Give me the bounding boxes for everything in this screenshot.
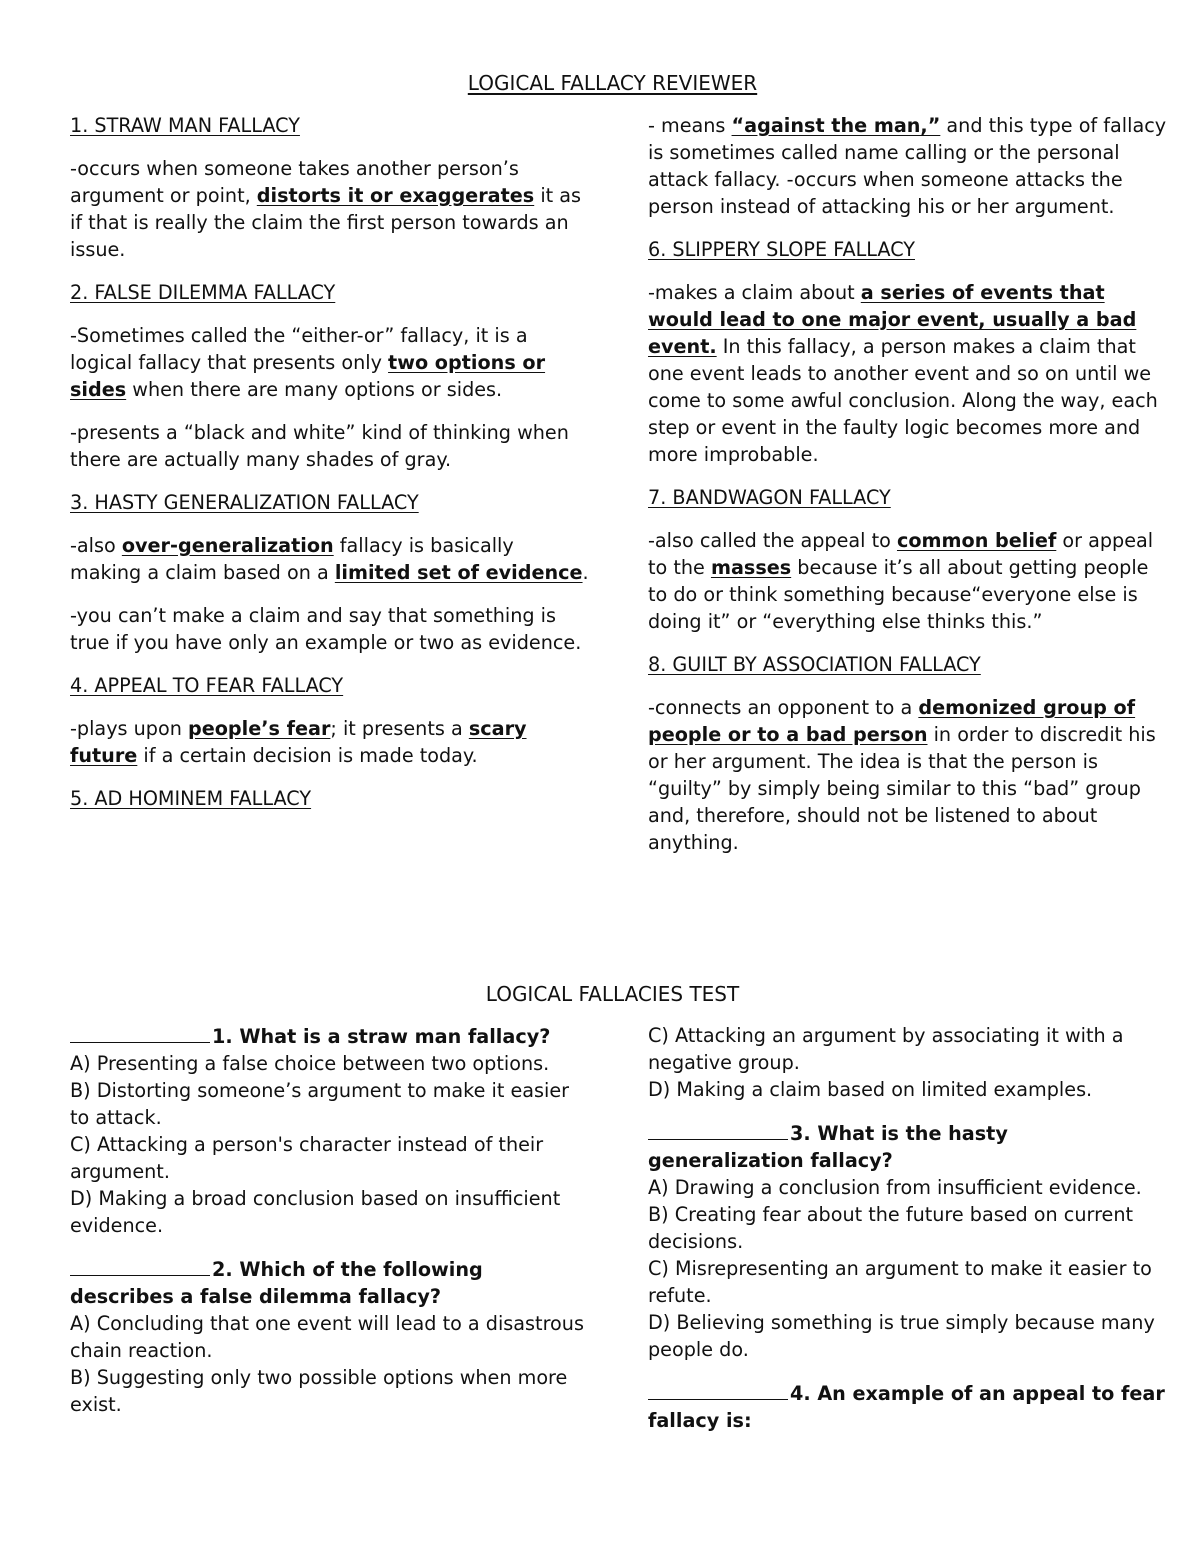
text-run: when there are many options or sides.: [126, 378, 503, 401]
section-paragraph: [648, 279, 1168, 468]
question-text: 2. Which of the following describes a false dilemma fallacy?: [70, 1258, 483, 1308]
key-term: limited set of evidence: [334, 561, 583, 584]
section-ad-hominem-body: [648, 112, 1168, 220]
question-text: 4. An example of an appeal to fear fallacy is:: [648, 1382, 1165, 1432]
question-1: [70, 1022, 590, 1239]
section-appeal-to-fear: [70, 672, 590, 769]
reviewer-column-left: [70, 112, 590, 828]
section-heading: 3. HASTY GENERALIZATION FALLACY: [70, 491, 419, 514]
key-term: masses: [710, 556, 792, 579]
text-run: or appeal to the: [648, 529, 1154, 579]
key-term: common belief: [896, 529, 1057, 552]
text-run: it as if that is really the claim the first person towards an issue.: [70, 184, 582, 261]
answer-blank[interactable]: [648, 1119, 788, 1140]
key-term: a series of events that would lead to one major event, usually a bad event.: [648, 281, 1137, 358]
question-2: [70, 1255, 590, 1418]
section-heading: 6. SLIPPERY SLOPE FALLACY: [648, 238, 915, 261]
text-run: -makes a claim about: [648, 281, 861, 304]
section-bandwagon: [648, 484, 1168, 635]
option: D) Making a claim based on limited examples.: [648, 1078, 1093, 1101]
question-text: 3. What is the hasty generalization fallacy?: [648, 1122, 1008, 1172]
test-column-left: [70, 1022, 590, 1434]
option: D) Making a broad conclusion based on insufficient evidence.: [70, 1187, 561, 1237]
section-straw-man: [70, 112, 590, 263]
text-run: -connects an opponent to a: [648, 696, 919, 719]
test-column-right: [648, 1022, 1168, 1450]
question-2-continued: [648, 1022, 1168, 1103]
section-paragraph: [70, 155, 590, 263]
answer-blank[interactable]: [648, 1379, 788, 1400]
text-run: in order to discredit his or her argument. The idea is that the person is “guilty” by simply being similar to this “bad” group and, therefore, should not be listened to about anything.: [648, 723, 1156, 854]
text-run: .: [582, 561, 589, 584]
section-heading: 2. FALSE DILEMMA FALLACY: [70, 281, 336, 304]
text-run: because it’s all about getting people to do or think something because“everyone else is doing it” or “everything else thinks this.”: [648, 556, 1149, 633]
option: A) Drawing a conclusion from insufficient evidence.: [648, 1176, 1142, 1199]
text-run: - means: [648, 114, 732, 137]
section-paragraph: [648, 527, 1168, 635]
answer-blank[interactable]: [70, 1022, 210, 1043]
section-slippery-slope: [648, 236, 1168, 468]
test-title: LOGICAL FALLACIES TEST: [485, 982, 740, 1006]
text-run: -occurs when someone takes another person’s argument or point,: [70, 157, 519, 207]
text-run: -presents a “black and white” kind of thinking when there are actually many shades of gray.: [70, 421, 569, 471]
question-4: [648, 1379, 1168, 1434]
section-paragraph: [70, 532, 590, 586]
section-ad-hominem-heading: [70, 785, 590, 812]
section-heading: 8. GUILT BY ASSOCIATION FALLACY: [648, 653, 981, 676]
section-paragraph: [70, 715, 590, 769]
section-heading: 1. STRAW MAN FALLACY: [70, 114, 300, 137]
reviewer-column-right: [648, 112, 1168, 872]
text-run: In this fallacy, a person makes a claim that one event leads to another event and so on until we come to some awful conclusion. Along the way, each step or event in the faulty logic becomes more and more improbable.: [648, 335, 1158, 466]
text-run: -you can’t make a claim and say that something is true if you have only an example or two as evidence.: [70, 604, 582, 654]
text-run: -plays upon: [70, 717, 188, 740]
text-run: ; it presents a: [330, 717, 469, 740]
text-run: if a certain decision is made today.: [137, 744, 478, 767]
key-term: two options or sides: [70, 351, 546, 401]
key-term: distorts it or exaggerates: [256, 184, 535, 207]
reviewer-title: LOGICAL FALLACY REVIEWER: [467, 71, 758, 95]
section-paragraph: [70, 602, 590, 656]
key-term: demonized group of people or to a bad person: [648, 696, 1136, 746]
option: B) Suggesting only two possible options when more exist.: [70, 1366, 568, 1416]
text-run: and this type of fallacy is sometimes called name calling or the personal attack fallacy. -occurs when someone attacks the person instead of attacking his or her argument.: [648, 114, 1167, 218]
key-term: scary future: [70, 717, 527, 767]
option: B) Creating fear about the future based on current decisions.: [648, 1203, 1134, 1253]
section-paragraph: [648, 694, 1168, 856]
text-run: fallacy is basically making a claim based on a: [70, 534, 514, 584]
section-paragraph: [70, 322, 590, 403]
option: A) Presenting a false choice between two options.: [70, 1052, 550, 1075]
section-hasty-generalization: [70, 489, 590, 656]
key-term: “against the man,”: [731, 114, 941, 137]
section-guilt-by-association: [648, 651, 1168, 856]
option: B) Distorting someone’s argument to make it easier to attack.: [70, 1079, 570, 1129]
text-run: -also: [70, 534, 122, 557]
section-false-dilemma: [70, 279, 590, 473]
text-run: -also called the appeal to: [648, 529, 897, 552]
key-term: over-generalization: [121, 534, 334, 557]
option: A) Concluding that one event will lead to a disastrous chain reaction.: [70, 1312, 584, 1362]
question-text: 1. What is a straw man fallacy?: [212, 1025, 551, 1048]
key-term: people’s fear: [187, 717, 331, 740]
answer-blank[interactable]: [70, 1255, 210, 1276]
option: C) Attacking a person's character instead of their argument.: [70, 1133, 544, 1183]
section-paragraph: [70, 419, 590, 473]
option: D) Believing something is true simply because many people do.: [648, 1311, 1155, 1361]
section-heading: 4. APPEAL TO FEAR FALLACY: [70, 674, 344, 697]
question-3: [648, 1119, 1168, 1363]
section-heading: 5. AD HOMINEM FALLACY: [70, 787, 312, 810]
option: C) Attacking an argument by associating it with a negative group.: [648, 1024, 1124, 1074]
section-paragraph: [648, 112, 1168, 220]
text-run: -Sometimes called the “either-or” fallacy, it is a logical fallacy that presents only: [70, 324, 528, 374]
section-heading: 7. BANDWAGON FALLACY: [648, 486, 891, 509]
option: C) Misrepresenting an argument to make it easier to refute.: [648, 1257, 1152, 1307]
